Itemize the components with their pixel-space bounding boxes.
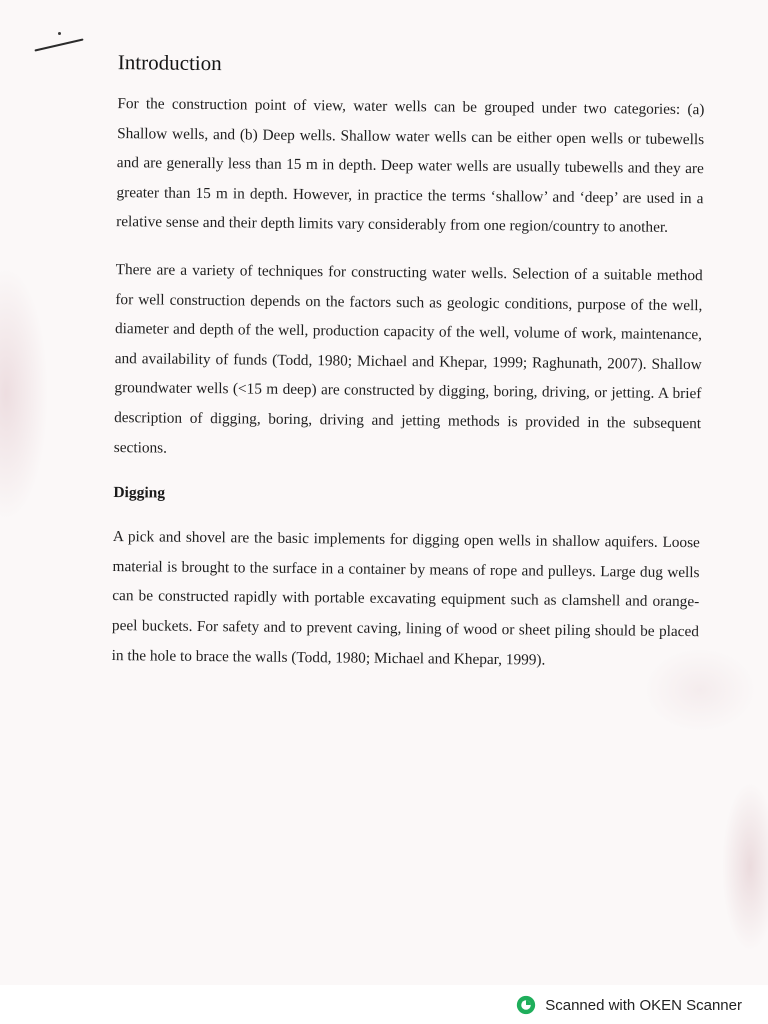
oken-scanner-logo-icon [515,994,537,1016]
ink-dot [58,32,61,35]
scanner-label: Scanned with OKEN Scanner [545,996,742,1014]
section-heading-introduction: Introduction [117,50,222,76]
section-heading-digging: Digging [113,484,166,502]
intro-paragraph-1: For the construction point of view, water wells can be grouped under two categories: (a) Shallow wells, and (b) Deep wells. Shallow water wells can be either open wells or tubewells and are generally less than 15 m in depth. Deep water wells are usually tubewells and they are greater than 15 m in depth. However, in practice the terms ‘shallow’ and ‘deep’ are used in a relative sense and their depth limits vary considerably from one region/country to another. [116,95,705,237]
document-body [103,50,705,690]
scanner-watermark [515,994,742,1016]
pen-mark [34,38,83,51]
digging-paragraph: A pick and shovel are the basic implements for digging open wells in shallow aquifers. Loose material is brought to the surface in a container by means of rope and pulleys. Large dug wells can be constructed rapidly with portable excavating equipment such as clamshell and orange-peel buckets. For safety and to prevent caving, lining of wood or sheet piling should be placed in the hole to brace the walls (Todd, 1980; Michael and Khepar, 1999). [111,528,700,669]
scanner-footer [0,985,768,1024]
intro-paragraph-2: There are a variety of techniques for constructing water wells. Selection of a suitable method for well construction depends on the factors such as geologic conditions, purpose of the well, diameter and depth of the well, production capacity of the well, volume of work, maintenance, and availability of funds (Todd, 1980; Michael and Khepar, 1999; Raghunath, 2007). Shallow groundwater wells (<15 m deep) are constructed by digging, boring, driving, or jetting. A brief description of digging, boring, driving and jetting methods is provided in the subsequent sections. [113,261,703,457]
